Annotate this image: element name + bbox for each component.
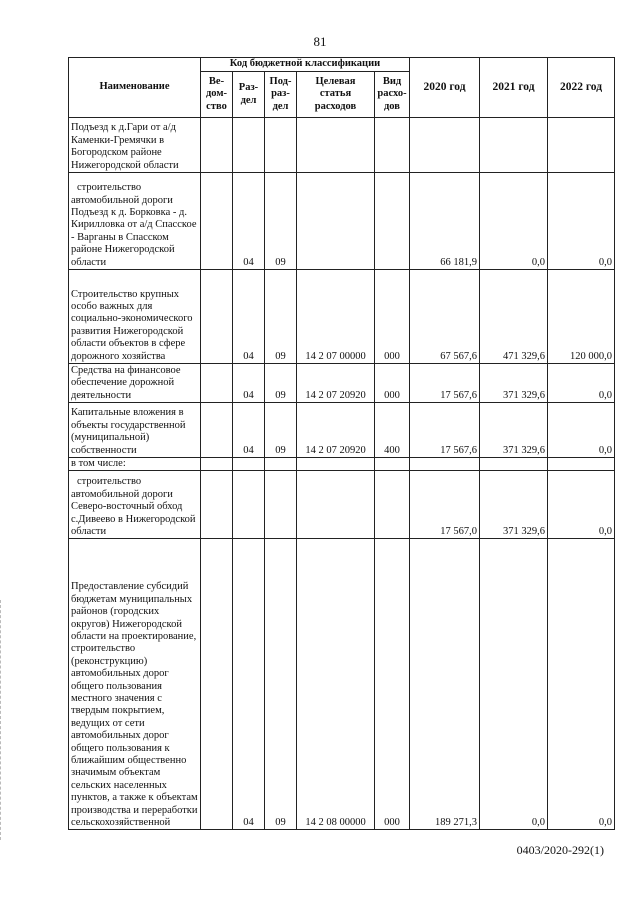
row-razdel: 04 [233, 364, 265, 403]
row-vid: 400 [375, 403, 410, 458]
row-2020: 189 271,3 [410, 539, 480, 830]
row-podrazdel: 09 [265, 364, 297, 403]
table-row [69, 471, 615, 539]
row-2021: 371 329,6 [480, 471, 548, 539]
row-2022: 0,0 [548, 173, 615, 270]
row-razdel [233, 471, 265, 539]
page-number: 81 [313, 34, 327, 49]
row-ved [201, 118, 233, 173]
row-razdel: 04 [233, 403, 265, 458]
row-2020: 66 181,9 [410, 173, 480, 270]
row-2022 [548, 458, 615, 471]
row-ved [201, 458, 233, 471]
table-row [69, 364, 615, 403]
row-name: Подъезд к д.Гари от а/д Каменки-Гремячки в Богородском районе Нижегородской области [69, 118, 201, 173]
header-name: Наименование [69, 58, 201, 118]
row-2022: 120 000,0 [548, 270, 615, 364]
row-2020 [410, 118, 480, 173]
row-ved [201, 364, 233, 403]
row-target [297, 118, 375, 173]
header-podrazdel: Под-раз-дел [265, 72, 297, 118]
row-2021: 371 329,6 [480, 364, 548, 403]
row-podrazdel: 09 [265, 403, 297, 458]
row-2020 [410, 458, 480, 471]
row-2021: 471 329,6 [480, 270, 548, 364]
row-name: в том числе: [69, 458, 201, 471]
row-vid: 000 [375, 364, 410, 403]
table-row [69, 118, 615, 173]
row-name: Предоставление субсидий бюджетам муниципальных районов (городских округов) Нижегородской области на проектирование, строительство (реконструкцию) автомобильных дорог общего пользования местного значения с твердым покрытием, ведущих от сети автомобильных дорог общего пользования к ближайшим общественно значимым объектам сельских населенных пунктов, а также к объектам производства и переработки сельскохозяйственной [69, 539, 201, 830]
row-name-text: строительство автомобильной дороги Подъезд к д. Борковка - д. Кирилловка от а/д Спасское - Варганы в Спасском районе Нижегородской области [71, 182, 197, 268]
row-podrazdel: 09 [265, 173, 297, 270]
row-name [69, 471, 201, 539]
row-2021 [480, 458, 548, 471]
row-ved [201, 173, 233, 270]
scan-edge-mark [0, 600, 3, 840]
row-podrazdel: 09 [265, 270, 297, 364]
header-razdel: Раз-дел [233, 72, 265, 118]
row-razdel [233, 118, 265, 173]
row-target [297, 173, 375, 270]
row-2021: 0,0 [480, 539, 548, 830]
row-2021 [480, 118, 548, 173]
header-code-group: Код бюджетной классификации [201, 58, 410, 72]
header-2020: 2020 год [410, 58, 480, 118]
budget-table [68, 57, 615, 830]
row-vid: 000 [375, 539, 410, 830]
row-podrazdel: 09 [265, 539, 297, 830]
row-2022: 0,0 [548, 539, 615, 830]
row-target [297, 471, 375, 539]
row-target [297, 458, 375, 471]
row-2021: 0,0 [480, 173, 548, 270]
row-2021: 371 329,6 [480, 403, 548, 458]
document-code: 0403/2020-292(1) [516, 843, 604, 857]
row-ved [201, 270, 233, 364]
row-ved [201, 403, 233, 458]
row-razdel: 04 [233, 173, 265, 270]
header-target: Целевая статья расходов [297, 72, 375, 118]
table-row [69, 539, 615, 830]
row-2020: 17 567,6 [410, 403, 480, 458]
row-vid [375, 458, 410, 471]
row-target: 14 2 08 00000 [297, 539, 375, 830]
header-2021: 2021 год [480, 58, 548, 118]
row-podrazdel [265, 458, 297, 471]
table-row [69, 270, 615, 364]
row-name: Строительство крупных особо важных для социально-экономического развития Нижегородской области объектов в сфере дорожного хозяйства [69, 270, 201, 364]
header-vid: Вид расхо-дов [375, 72, 410, 118]
row-name: Средства на финансовое обеспечение дорожной деятельности [69, 364, 201, 403]
row-ved [201, 471, 233, 539]
header-2022: 2022 год [548, 58, 615, 118]
row-razdel: 04 [233, 539, 265, 830]
row-2022 [548, 118, 615, 173]
row-vid [375, 471, 410, 539]
row-name-text: строительство автомобильной дороги Северо-восточный обход с.Дивеево в Нижегородской области [71, 476, 196, 537]
header-ved: Ве-дом-ство [201, 72, 233, 118]
row-2022: 0,0 [548, 471, 615, 539]
row-target: 14 2 07 20920 [297, 403, 375, 458]
row-vid: 000 [375, 270, 410, 364]
row-razdel [233, 458, 265, 471]
row-podrazdel [265, 471, 297, 539]
row-target: 14 2 07 20920 [297, 364, 375, 403]
row-name: Капитальные вложения в объекты государственной (муниципальной) собственности [69, 403, 201, 458]
table-row [69, 173, 615, 270]
row-target: 14 2 07 00000 [297, 270, 375, 364]
table-row [69, 403, 615, 458]
row-podrazdel [265, 118, 297, 173]
row-name [69, 173, 201, 270]
row-2022: 0,0 [548, 364, 615, 403]
row-2022: 0,0 [548, 403, 615, 458]
row-2020: 17 567,6 [410, 364, 480, 403]
row-2020: 67 567,6 [410, 270, 480, 364]
row-razdel: 04 [233, 270, 265, 364]
row-2020: 17 567,0 [410, 471, 480, 539]
row-vid [375, 173, 410, 270]
row-ved [201, 539, 233, 830]
table-row [69, 458, 615, 471]
row-vid [375, 118, 410, 173]
